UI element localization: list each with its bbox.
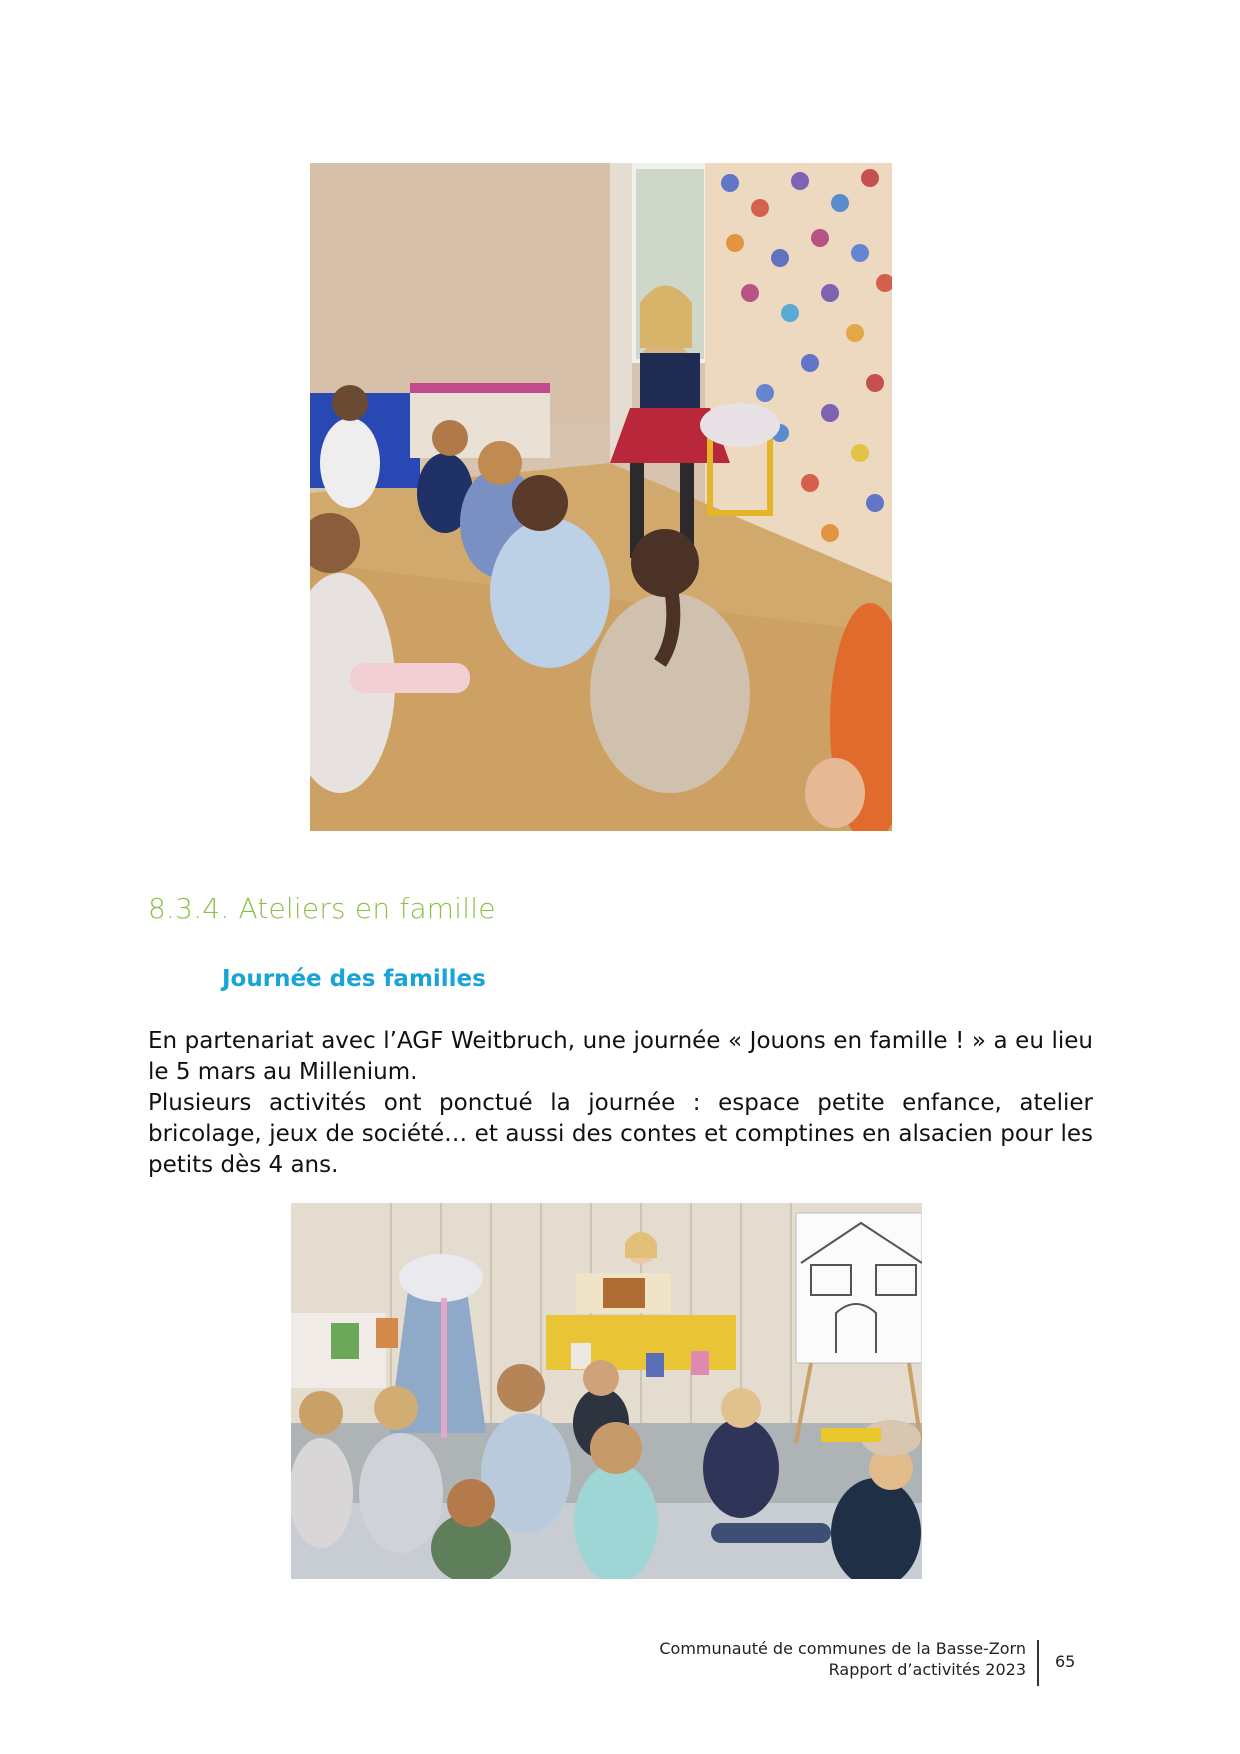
section-title-text: Ateliers en famille — [238, 892, 496, 925]
section-heading — [148, 892, 496, 925]
photo-storytelling-session — [310, 163, 892, 831]
page-footer — [659, 1638, 1026, 1680]
photo-puppet-show — [291, 1203, 922, 1579]
subsection-heading: Journée des familles — [222, 966, 486, 992]
section-number: 8.3.4. — [148, 892, 230, 925]
paragraph: En partenariat avec l’AGF Weitbruch, une journée « Jouons en famille ! » a eu lieu le 5 mars au Millenium. — [148, 1028, 1093, 1085]
paragraph: Plusieurs activités ont ponctué la journée : espace petite enfance, atelier bricolage, jeux de société… et aussi des contes et comptines en alsacien pour les petits dès 4 ans. — [148, 1090, 1093, 1178]
footer-divider — [1037, 1640, 1039, 1686]
body-text — [148, 1026, 1093, 1181]
footer-report-title: Rapport d’activités 2023 — [828, 1660, 1026, 1679]
page-number: 65 — [1055, 1652, 1076, 1671]
footer-organisation: Communauté de communes de la Basse-Zorn — [659, 1639, 1026, 1658]
